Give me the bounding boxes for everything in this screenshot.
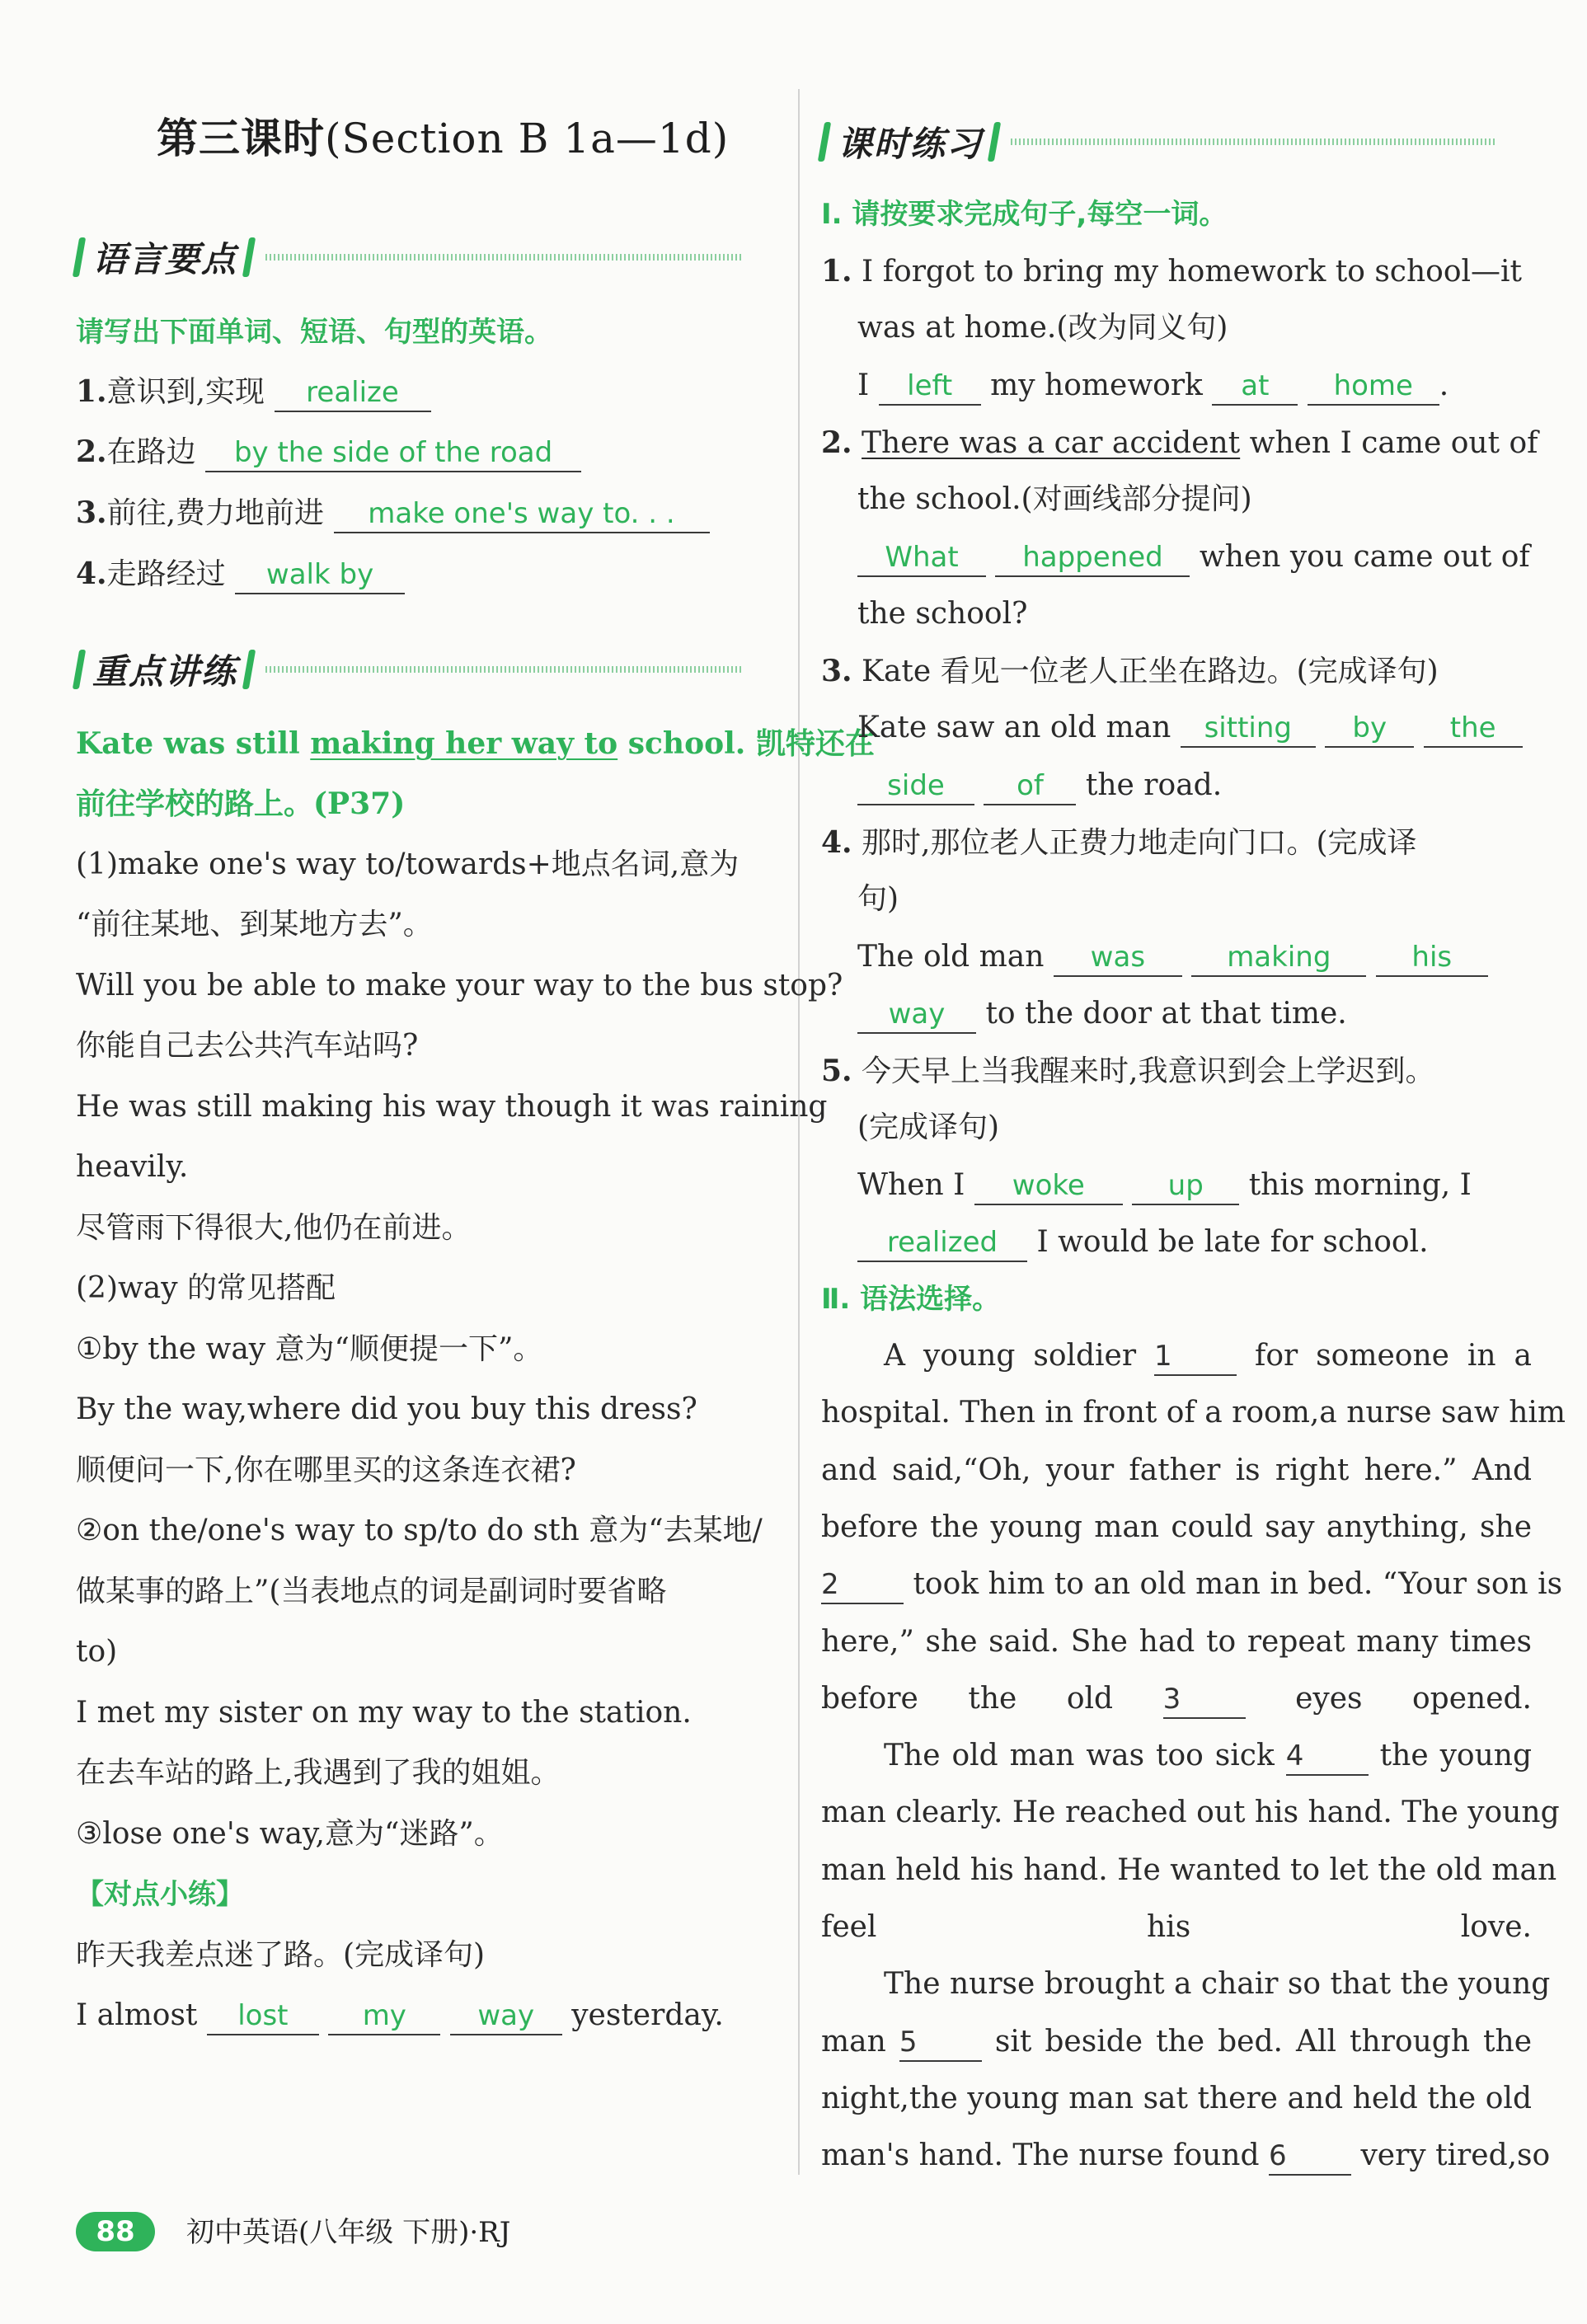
question-text: 那时,那位老人正费力地走向门口。(完成译 [862, 826, 1417, 860]
text: When I [857, 1168, 965, 1202]
note-line: ③lose one's way,意为“迷路”。 [76, 1817, 504, 1851]
question-line [821, 822, 1417, 864]
question-text: 句) [857, 882, 899, 916]
answer-text: at [1241, 369, 1270, 402]
question-text: Kate 看见一位老人正坐在路边。(完成译句) [862, 655, 1439, 688]
text: my homework [990, 369, 1203, 402]
section-bar-left [73, 650, 86, 689]
passage-line [821, 1678, 1532, 1720]
vocab-cn: 走路经过 [106, 557, 226, 591]
section-bar-right [242, 650, 256, 689]
passage-line [821, 1622, 1532, 1663]
title-cn: 第三课时 [157, 114, 325, 162]
answer-text: of [1017, 769, 1044, 802]
note-line: Will you be able to make your way to the bus stop? [76, 969, 843, 1002]
answer-blank [1308, 368, 1439, 406]
vocab-cn: 在路边 [106, 435, 196, 469]
answer-blank [1132, 1167, 1239, 1205]
answer-text: side [887, 769, 945, 802]
blank-number: 4 [1285, 1739, 1304, 1772]
practice-question: 昨天我差点迷了路。(完成译句) [76, 1938, 486, 1972]
answer-text: happened [1022, 541, 1163, 574]
answer-blank [334, 495, 710, 533]
passage-text: very tired,so [1360, 2139, 1551, 2172]
passage-text: night,the young man sat there and held the old [821, 2082, 1532, 2115]
text: yesterday. [571, 1998, 724, 2032]
passage-text: before the young man could say anything, she [821, 1510, 1532, 1544]
passage-text: took him to an old man in bed. “Your son is [913, 1567, 1563, 1601]
text: I almost [76, 1998, 198, 2032]
text: Kate saw an old man [857, 711, 1171, 744]
cloze-blank [1286, 1738, 1369, 1776]
passage-line [821, 1392, 1566, 1434]
page-number: 88 [76, 2212, 155, 2251]
answer-text: his [1411, 941, 1453, 974]
question-text: the school.(对画线部分提问) [857, 482, 1252, 516]
passage-text: The old man was too sick [884, 1739, 1275, 1772]
answer-blank [235, 556, 405, 594]
answer-blank [995, 539, 1190, 577]
underlined-text: There was a car accident [862, 426, 1241, 460]
passage-line [884, 1336, 1532, 1377]
cloze-blank [1269, 2138, 1351, 2176]
passage-text: man clearly. He reached out his hand. The young [821, 1796, 1560, 1829]
answer-text: left [907, 369, 953, 402]
vocab-cn: 意识到,实现 [106, 375, 265, 409]
answer-text-line: the school? [857, 597, 1028, 631]
section-header-key-points [76, 645, 742, 694]
question-num: 5. [821, 1054, 852, 1088]
passage-line [884, 1735, 1532, 1777]
vocab-num: 4. [76, 556, 107, 591]
text: to the door at that time. [985, 997, 1347, 1031]
note-line: He was still making his way though it was raining [76, 1090, 828, 1124]
question-num: 4. [821, 825, 852, 860]
answer-text: realized [886, 1226, 998, 1259]
answer-blank [857, 996, 976, 1034]
passage-text: for someone in a [1255, 1339, 1533, 1373]
section-bar-left [73, 237, 86, 277]
section-dotted-rule [265, 666, 742, 673]
passage-line [884, 1964, 1551, 2005]
question-line [821, 251, 1522, 293]
passage-line [821, 1507, 1532, 1548]
passage-text: man [821, 2025, 886, 2059]
passage-text: A young soldier [884, 1339, 1137, 1373]
answer-text: by the side of the road [233, 436, 553, 469]
passage-text: man's hand. The nurse found [821, 2139, 1260, 2172]
cloze-blank [899, 2024, 982, 2062]
blank-number: 3 [1162, 1683, 1181, 1716]
key-sentence-part: school. 凯特还在 [617, 726, 875, 761]
passage-text: sit beside the bed. All through the [994, 2025, 1532, 2059]
answer-text: was [1090, 941, 1146, 974]
note-line: I met my sister on my way to the station. [76, 1696, 692, 1730]
answer-line [857, 707, 1523, 749]
answer-blank [1054, 939, 1182, 977]
passage-line [821, 1450, 1532, 1491]
answer-blank [205, 434, 581, 472]
section-title: 课时练习 [838, 124, 984, 164]
answer-text: make one's way to. . . [368, 497, 675, 530]
passage-text: hospital. Then in front of a room,a nurse saw him [821, 1396, 1566, 1430]
answer-text: sitting [1204, 711, 1292, 744]
answer-blank [1191, 939, 1366, 977]
note-line: ②on the/one's way to sp/to do sth 意为“去某地/ [76, 1514, 763, 1547]
passage-line [821, 1564, 1563, 1605]
vocab-num: 1. [76, 374, 107, 409]
section-title: 重点讲练 [92, 651, 238, 692]
answer-line [857, 993, 1347, 1035]
answer-line [857, 1222, 1429, 1263]
practice-answer-line [76, 1995, 724, 2036]
answer-text: making [1227, 941, 1331, 974]
answer-text: woke [1012, 1169, 1085, 1202]
note-line: heavily. [76, 1150, 189, 1184]
part-heading: Ⅰ. 请按要求完成句子,每空一词。 [821, 198, 1228, 231]
answer-blank [207, 1998, 319, 2035]
answer-line [857, 365, 1448, 406]
answer-text: home [1333, 369, 1413, 402]
question-line [821, 1050, 1435, 1092]
section-dotted-rule [265, 254, 742, 261]
vocab-num: 2. [76, 434, 107, 469]
section-header-language-points [76, 232, 742, 282]
passage-text: before the old [821, 1682, 1114, 1716]
answer-text: way [477, 1999, 535, 2032]
answer-blank [857, 1224, 1027, 1262]
passage-text: The nurse brought a chair so that the young [884, 1967, 1551, 2001]
passage-text: here,” she said. She had to repeat many times [821, 1625, 1532, 1659]
page-title [157, 106, 729, 165]
passage-line [821, 2021, 1532, 2063]
question-text: I forgot to bring my homework to school—it [862, 255, 1522, 289]
blank-number: 1 [1154, 1340, 1172, 1373]
text: The old man [857, 940, 1045, 974]
answer-blank [1325, 710, 1414, 748]
question-text: when I came out of [1240, 426, 1538, 460]
question-text: was at home.(改为同义句) [857, 311, 1228, 345]
section-bar-right [242, 237, 256, 277]
blank-number: 2 [821, 1568, 839, 1601]
section-title: 语言要点 [92, 239, 238, 279]
cloze-blank [1154, 1338, 1237, 1376]
answer-text: walk by [265, 558, 374, 591]
note-line: 你能自己去公共汽车站吗? [76, 1029, 419, 1063]
passage-text: and said,“Oh, your father is right here.” And [821, 1453, 1532, 1487]
answer-text: by [1352, 711, 1387, 744]
section-dotted-rule [1011, 139, 1497, 145]
answer-text: realize [306, 376, 399, 409]
answer-blank [857, 768, 974, 805]
answer-blank [275, 374, 431, 412]
answer-blank [328, 1998, 440, 2035]
text: I would be late for school. [1036, 1225, 1429, 1259]
question-text: (完成译句) [857, 1110, 1000, 1144]
note-line: 尽管雨下得很大,他仍在前进。 [76, 1211, 472, 1245]
question-line [821, 650, 1439, 693]
practice-label: 【对点小练】 [76, 1878, 244, 1911]
answer-text: my [362, 1999, 406, 2032]
answer-line [857, 1165, 1472, 1206]
note-line: 做某事的路上”(当表地点的词是副词时要省略 [76, 1575, 667, 1608]
blank-number: 6 [1268, 2139, 1287, 2172]
passage-line [821, 1850, 1557, 1891]
key-sentence-part: Kate was still [76, 726, 311, 761]
column-divider [798, 89, 800, 2175]
answer-text: up [1167, 1169, 1204, 1202]
answer-blank [450, 1998, 562, 2035]
title-latin: (Section B 1a—1d) [325, 115, 730, 162]
key-sentence [76, 723, 875, 764]
note-line: (1)make one's way to/towards+地点名词,意为 [76, 847, 740, 881]
text: when you came out of [1199, 540, 1530, 574]
answer-line [857, 937, 1488, 978]
section-header-exercises [821, 117, 1497, 167]
instruction-line: 请写出下面单词、短语、句型的英语。 [76, 316, 552, 349]
note-line: 在去车站的路上,我遇到了我的姐姐。 [76, 1756, 561, 1790]
key-phrase-underlined: making her way to [310, 726, 618, 761]
book-title: 初中英语(八年级 下册)·RJ [186, 2216, 511, 2249]
answer-blank [1181, 710, 1316, 748]
part-heading: Ⅱ. 语法选择。 [821, 1283, 1001, 1316]
section-bar-left [818, 122, 831, 162]
question-num: 3. [821, 654, 852, 688]
cloze-blank [1163, 1681, 1246, 1719]
passage-line [821, 1792, 1560, 1833]
answer-text: the [1449, 711, 1496, 744]
key-sentence-translation: 前往学校的路上。(P37) [76, 786, 406, 821]
answer-blank [879, 368, 981, 406]
passage-text: feel his love. [821, 1910, 1532, 1944]
text: I [857, 369, 870, 402]
note-line: to) [76, 1635, 118, 1669]
answer-text: lost [237, 1999, 289, 2032]
answer-line [857, 765, 1222, 806]
passage-line [821, 2078, 1532, 2120]
question-num: 2. [821, 425, 852, 460]
answer-blank [1212, 368, 1298, 406]
vocab-item [76, 371, 431, 413]
section-bar-right [988, 122, 1001, 162]
answer-blank [857, 539, 986, 577]
note-line: ①by the way 意为“顺便提一下”。 [76, 1332, 543, 1366]
answer-line [857, 537, 1530, 578]
vocab-item [76, 431, 581, 473]
question-num: 1. [821, 254, 852, 289]
question-text: 今天早上当我醒来时,我意识到会上学迟到。 [862, 1054, 1435, 1088]
passage-text: the young [1379, 1739, 1532, 1772]
vocab-num: 3. [76, 495, 107, 530]
answer-blank [1424, 710, 1523, 748]
passage-line [821, 2135, 1551, 2176]
answer-blank [984, 768, 1076, 805]
note-line: 顺便问一下,你在哪里买的这条连衣裙? [76, 1453, 576, 1487]
answer-blank [1376, 939, 1488, 977]
note-line: By the way,where did you buy this dress? [76, 1392, 697, 1426]
note-line: (2)way 的常见搭配 [76, 1271, 336, 1305]
vocab-cn: 前往,费力地前进 [106, 496, 325, 530]
text: this morning, I [1248, 1168, 1472, 1202]
passage-text: man held his hand. He wanted to let the old man [821, 1853, 1557, 1887]
vocab-item [76, 553, 405, 595]
answer-text: What [885, 541, 959, 574]
note-line: “前往某地、到某地方去”。 [76, 908, 433, 941]
blank-number: 5 [899, 2026, 918, 2059]
text: . [1439, 369, 1449, 402]
passage-text: eyes opened. [1295, 1682, 1532, 1716]
answer-blank [974, 1167, 1123, 1205]
question-line [821, 422, 1538, 464]
vocab-item [76, 492, 710, 534]
answer-text: way [888, 998, 946, 1031]
text: the road. [1085, 768, 1223, 802]
passage-line [821, 1907, 1532, 1948]
cloze-blank [821, 1566, 904, 1604]
